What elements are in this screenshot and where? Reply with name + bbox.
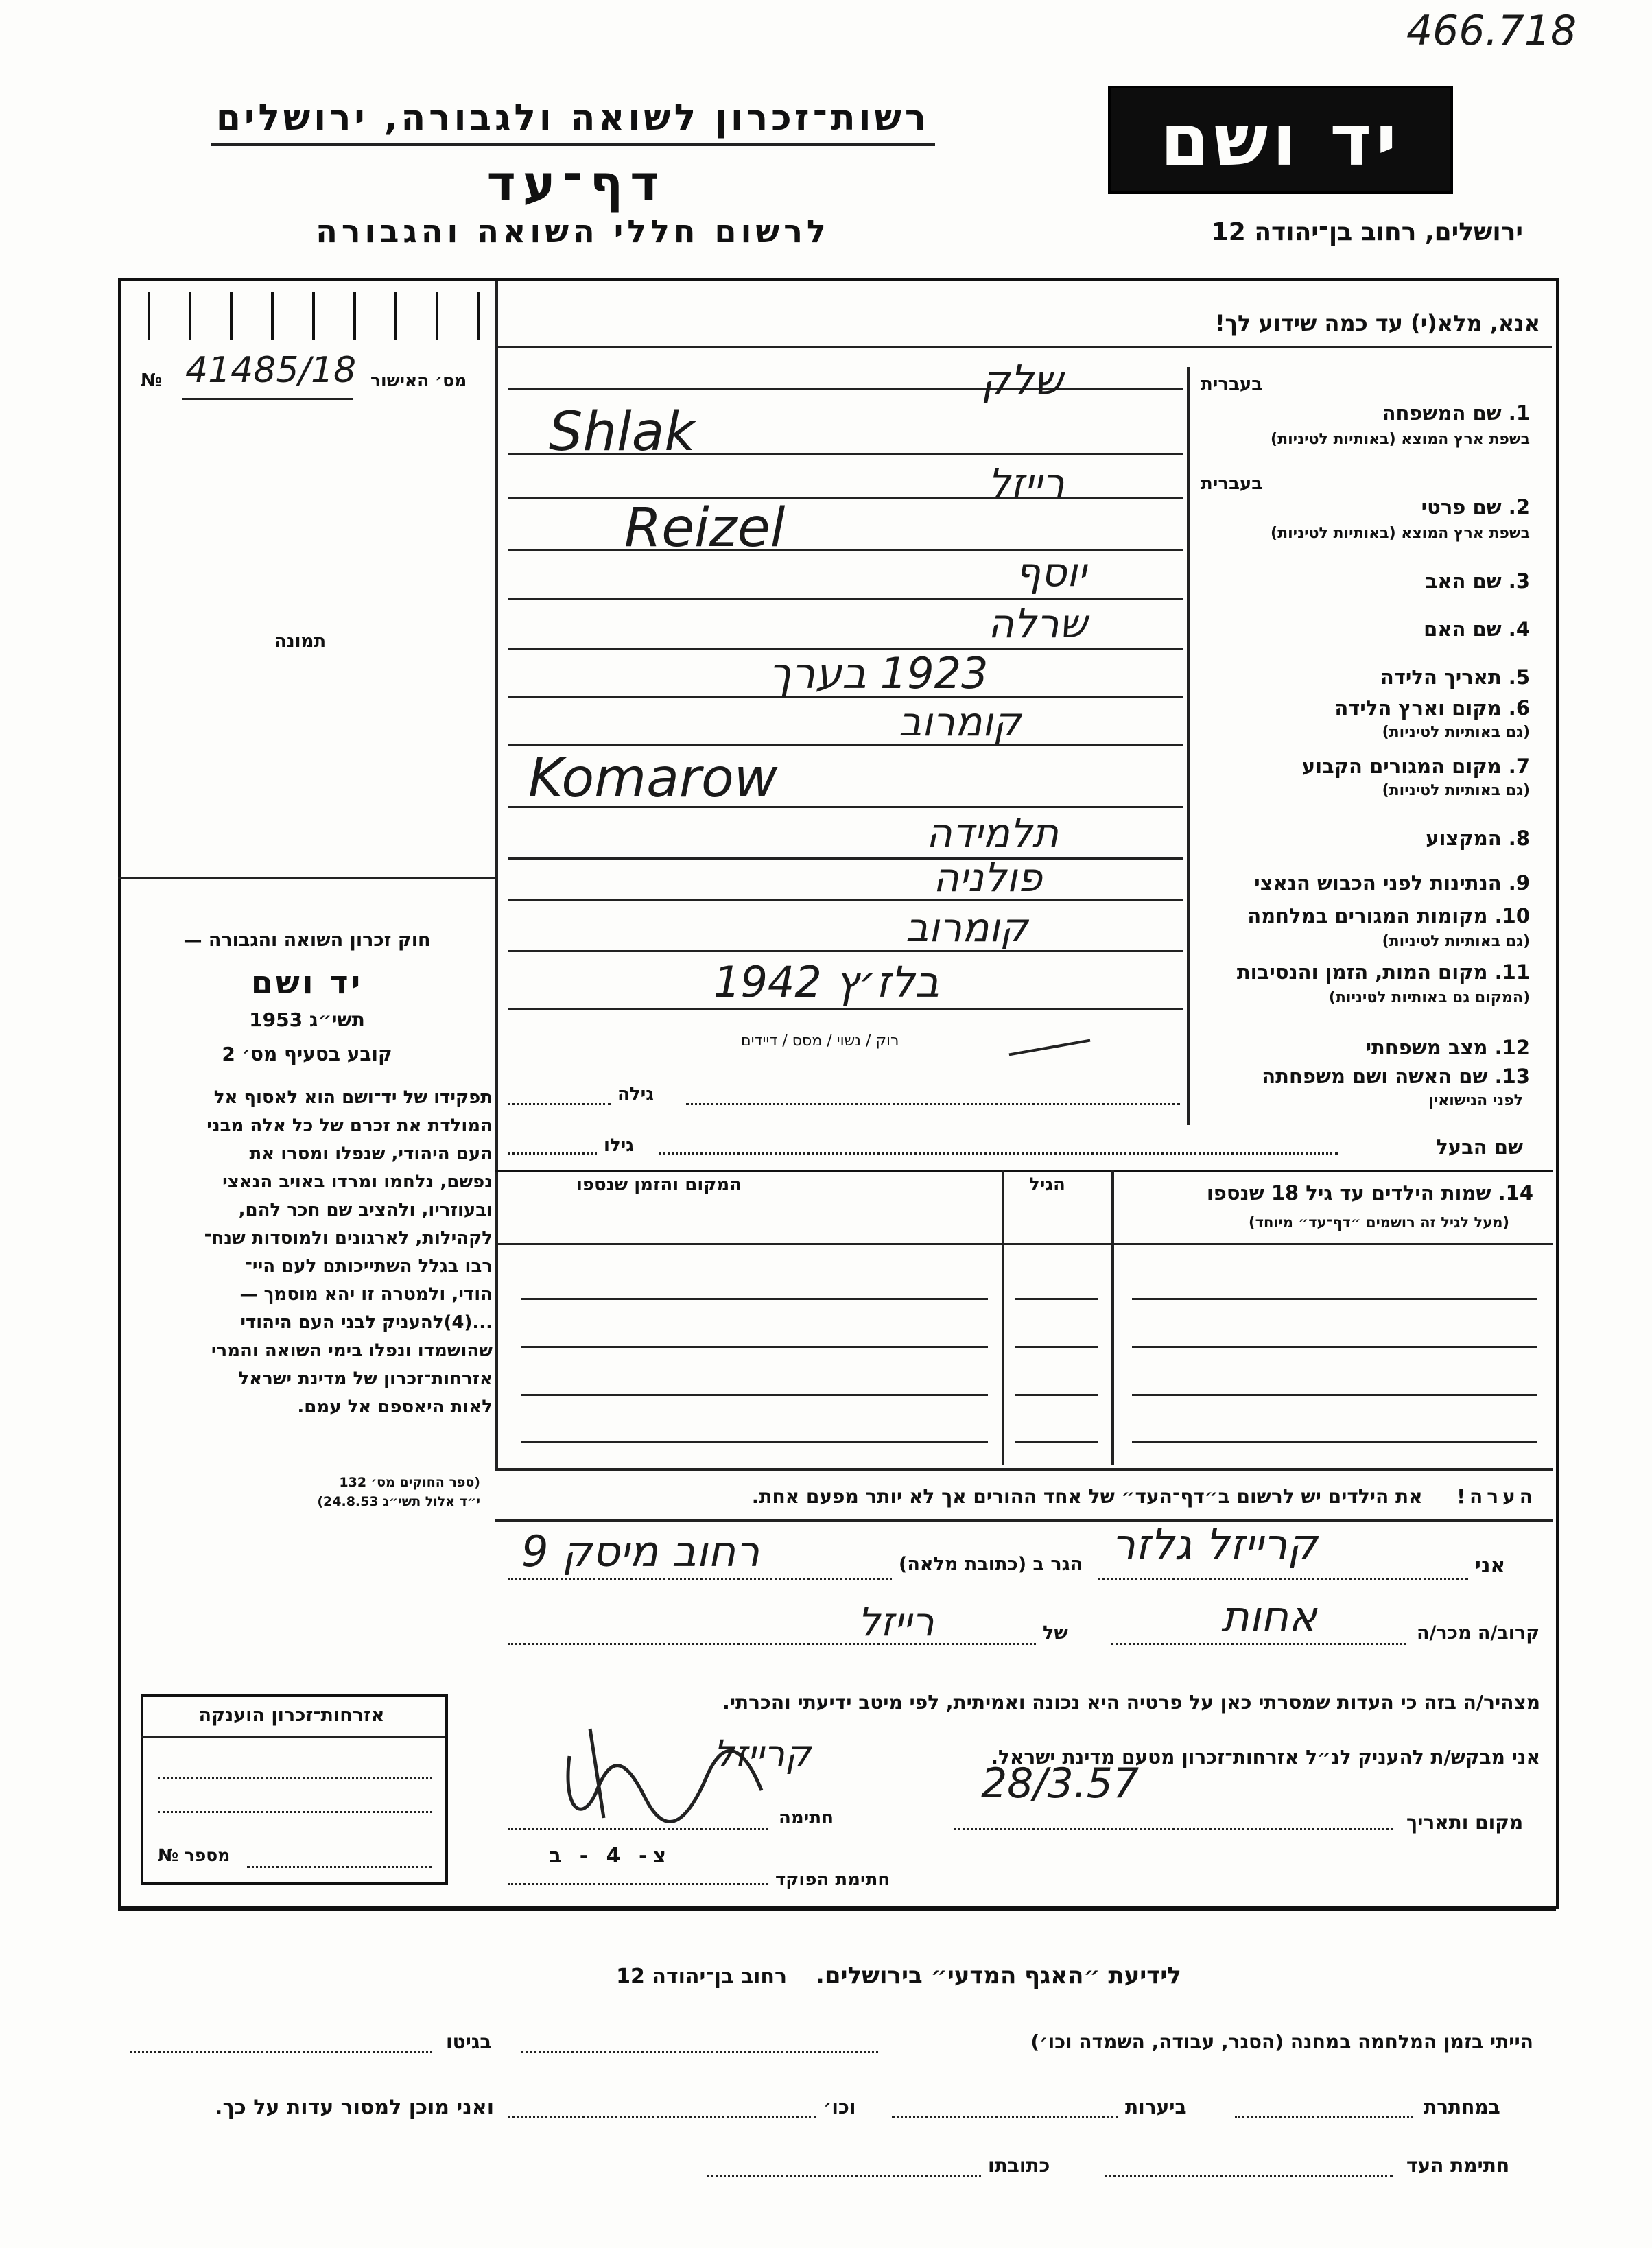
field-1-hebrew-value: שלק	[981, 357, 1063, 405]
official-stamp	[549, 1844, 768, 1880]
wife-age-line	[508, 1103, 611, 1105]
field-10-line	[508, 950, 1183, 952]
archive-number: 466.718	[1406, 7, 1577, 55]
note-text: את הילדים יש לרשום ב״דף־העד״ של אחד ההורים אך לא יותר מפעם אחת.	[751, 1485, 1423, 1508]
husband-age-line	[508, 1152, 597, 1155]
declarant-address: רחוב מיסק 9	[521, 1526, 760, 1576]
wife-age-label: גילה	[617, 1084, 654, 1104]
field-6-line	[508, 744, 1183, 746]
intro-text: אנא, מלא(י) עד כמה שידוע לך!	[1214, 310, 1540, 336]
law-title: חוק זכרון השואה והגבורה —	[183, 930, 431, 951]
law-text-line: העם היהודי, שנפלו ומסרו את	[249, 1144, 493, 1164]
form-title: דף־עד	[486, 154, 666, 212]
law-text-line: ובעוזריו, ולהציב שם חכר להם,	[238, 1200, 493, 1220]
footer-line2-dots-c	[508, 2116, 816, 2118]
field-8-value: תלמידה	[926, 809, 1059, 856]
field-2-latin-value: Reizel	[624, 497, 786, 559]
yad-vashem-logo	[1108, 86, 1453, 194]
footer-line3-dots-a	[1105, 2175, 1393, 2177]
declarant-name: קרייזל גלזר	[1111, 1519, 1318, 1570]
field-2-line-he	[508, 497, 1183, 499]
certificate-title: אזרחות־זכרון הוענקה	[198, 1705, 385, 1726]
children-row-2	[521, 1346, 988, 1348]
field-8-label: 8. המקצוע	[1426, 827, 1530, 850]
footer-address: רחוב בן־יהודה 12	[616, 1965, 788, 1989]
field-12-label: 12. מצב משפחתי	[1365, 1036, 1530, 1059]
field-7-label: 7. מקום המגורים הקבוע	[1301, 755, 1530, 778]
of-label: של	[1043, 1622, 1068, 1644]
law-text-line: אזרחות־זכרון של מדינת ישראל	[238, 1369, 493, 1389]
children-age-col: הגיל	[1029, 1174, 1065, 1195]
field-4-label: 4. שם האם	[1424, 617, 1530, 641]
hebrew-col-2: בעברית	[1201, 473, 1263, 494]
field-3-label: 3. שם האב	[1425, 569, 1530, 593]
field-12-options: רוק / נשוי / מסס / דיידים	[741, 1032, 899, 1050]
children-row-4c	[1132, 1441, 1537, 1443]
field-6-value: קומרוב	[899, 698, 1022, 745]
law-text-line: לאות היאספם אל עמם.	[297, 1397, 493, 1417]
field-7-value: Komarow	[528, 748, 778, 809]
footer-line3-dots-b	[707, 2175, 981, 2177]
logo-text: יד ושם	[1160, 98, 1401, 182]
law-text-line: הודי, ולמטרה זו יהא מוסמך —	[239, 1284, 493, 1305]
field-10-sub: (גם באותיות לטיניות)	[1382, 933, 1530, 950]
husband-label: שם הבעל	[1436, 1135, 1523, 1159]
footer-line1-b: בגיטו	[446, 2031, 492, 2053]
field-9-label: 9. הנתינות לפני הכבוש הנאצי	[1254, 871, 1530, 895]
children-row-1c	[1132, 1298, 1537, 1300]
law-text-line: ...(4)להעניק לבני העם היהודי	[240, 1312, 493, 1333]
law-text	[122, 1084, 493, 1421]
intro-underline	[495, 346, 1552, 348]
of-line	[508, 1643, 1036, 1645]
field-1-latin-value: Shlak	[549, 401, 696, 463]
field-1-sub: בשפת ארץ המוצא (באותיות לטיניות)	[1271, 431, 1530, 448]
place-date: 28/3.57	[981, 1760, 1140, 1808]
children-col-age-divider	[1002, 1170, 1004, 1465]
children-row-1	[521, 1298, 988, 1300]
footer-line2-b: ביערות	[1125, 2096, 1187, 2118]
relation-value: אחות	[1221, 1592, 1317, 1642]
official-line	[508, 1883, 768, 1885]
footer-separator	[118, 1907, 1556, 1911]
children-place-col: המקום והזמן שנספו	[576, 1174, 742, 1195]
law-name: יד ושם	[250, 964, 364, 1001]
note-label: הערה!	[1456, 1485, 1537, 1508]
children-col-name-divider	[1111, 1170, 1114, 1465]
field-11-sub: (המקום גם באותיות לטיניות)	[1328, 989, 1530, 1006]
approval-ticks	[148, 292, 491, 340]
declarant-name-line	[1098, 1578, 1468, 1580]
children-row-4b	[1015, 1441, 1098, 1443]
law-source-1: (ספר החוקים מס׳ 132	[339, 1475, 480, 1490]
field-9-value: פולניה	[933, 854, 1043, 901]
law-year: תשי״ג 1953	[249, 1008, 365, 1031]
declarant-address-line	[508, 1578, 892, 1580]
children-row-4	[521, 1441, 988, 1443]
relative-line	[1111, 1643, 1406, 1645]
children-label: 14. שמות הילדים עד גיל 18 שנספו	[1206, 1181, 1533, 1205]
footer-line2-a: במחתרת	[1424, 2096, 1500, 2118]
institution-underline	[211, 143, 935, 146]
field-7-sub: (גם באותיות לטיניות)	[1382, 782, 1530, 799]
law-text-line: לקהילות, לארגונים ולמוסדות שנח־	[204, 1228, 493, 1249]
husband-age-label: גילו	[604, 1135, 634, 1156]
law-text-line: שהושמדו ונפלו בימי השואה והמרי	[211, 1340, 493, 1361]
field-1-label: 1. שם המשפחה	[1382, 401, 1530, 425]
of-value: רייזל	[858, 1598, 934, 1645]
footer-line1-a: הייתי בזמן המלחמה במחנה (הסגר, עבודה, השמדה וכו׳)	[1030, 2031, 1533, 2053]
certificate-number-line	[247, 1866, 432, 1868]
children-row-1b	[1015, 1298, 1098, 1300]
field-11-label: 11. מקום המות, הזמן והנסיבות	[1236, 960, 1530, 984]
field-4-value: שרלה	[988, 600, 1087, 647]
field-11-line	[508, 1008, 1183, 1010]
field-6-sub: (גם באותיות לטיניות)	[1382, 724, 1530, 741]
footer-heading-text: לידיעת ״האגף המדעי״ בירושלים.	[815, 1962, 1181, 1989]
note-top-line	[495, 1468, 1553, 1471]
note-bottom-line	[495, 1519, 1553, 1522]
note	[508, 1485, 1537, 1508]
official-stamp-text: צ- 4 - ב	[549, 1844, 672, 1868]
certificate-row-1	[158, 1777, 432, 1779]
field-13-sub: לפני הנישואין	[1428, 1092, 1523, 1109]
field-13-label: 13. שם האשה ושם משפחתה	[1262, 1065, 1530, 1088]
signature-line	[508, 1828, 768, 1830]
signature-hebrew-mark: קרייזל	[713, 1732, 812, 1775]
field-2-sub: בשפת ארץ המוצא (באותיות לטיניות)	[1271, 525, 1530, 542]
request-text: אני מבקש/ת להעניק לנ״ל אזרחות־זכרון מטעם מדינת ישראל.	[991, 1746, 1540, 1768]
field-9-line	[508, 899, 1183, 901]
official-label: חתימת הפוקד	[775, 1869, 890, 1890]
declarant-lives-label: הגר ב (כתובת מלאה)	[899, 1554, 1083, 1575]
field-2-label: 2. שם פרטי	[1421, 495, 1530, 519]
footer-line2-dots-b	[892, 2116, 1118, 2118]
children-row-2c	[1132, 1346, 1537, 1348]
footer-line2-c: וכו׳	[823, 2096, 856, 2118]
children-header-line	[495, 1243, 1553, 1245]
footer-line3-a: חתימת העד	[1406, 2154, 1510, 2177]
hebrew-col-1: בעברית	[1201, 374, 1263, 394]
field-5-label: 5. תאריך הלידה	[1380, 665, 1530, 689]
footer-heading	[535, 1962, 1262, 1989]
law-text-line: המולדת את זכרם של כל אלה מבני	[206, 1115, 493, 1136]
address: ירושלים, רחוב בן־יהודה 12	[1211, 218, 1523, 246]
footer-line3-b: כתובתו	[988, 2154, 1050, 2177]
declaration-text: מצהיר/ה בזה כי העדות שמסרתי כאן על פרטיה היא נכונה ואמיתית, לפי מיטב ידיעתי והכרתי.	[722, 1691, 1540, 1714]
children-row-3b	[1015, 1394, 1098, 1396]
approval-number: 41485/18	[185, 350, 357, 391]
law-text-line: תפקידו של יד־ושם הוא לאסוף אל	[213, 1087, 493, 1108]
children-sub: (מעל לגיל זה רושמים ״דף־עד״ מיוחד)	[1249, 1214, 1509, 1231]
children-row-3c	[1132, 1394, 1537, 1396]
photo-label: תמונה	[274, 631, 327, 652]
footer-line2-dots-a	[1235, 2116, 1413, 2118]
children-row-2b	[1015, 1346, 1098, 1348]
husband-name-line	[659, 1152, 1338, 1155]
field-11-value: בלז׳ץ 1942	[713, 957, 940, 1007]
law-top-line	[118, 877, 495, 879]
place-date-line	[954, 1828, 1393, 1830]
approval-label: מס׳ האישור	[370, 370, 467, 390]
certificate-number-label: מספר №	[158, 1845, 231, 1865]
approval-number-sign: №	[141, 370, 163, 391]
law-source-2: י״ד אלול תשי״ג 24.8.53)	[317, 1494, 480, 1509]
law-text-line: נפשם, נלחמו ומרדו באויב הנאצי	[222, 1172, 493, 1192]
declarant-i-label: אני	[1475, 1554, 1506, 1578]
footer-line1-dots-a	[521, 2051, 878, 2053]
footer-line2-d: ואני מוכן למסור עדות על כך.	[215, 2096, 494, 2120]
institution-name: רשות־זכרון לשואה ולגבורה, ירושלים	[215, 97, 930, 139]
field-5-value: 1923 בערך	[768, 648, 989, 698]
wife-name-line	[686, 1103, 1180, 1105]
label-column-divider	[1187, 367, 1190, 1125]
law-clause: קובע בסעיף מס׳ 2	[222, 1043, 392, 1065]
children-row-3	[521, 1394, 988, 1396]
field-6-label: 6. מקום וארץ הלידה	[1334, 696, 1530, 720]
field-2-hebrew-value: רייזל	[988, 460, 1065, 506]
form-subtitle: לרשום חללי השואה והגבורה	[316, 213, 830, 250]
place-date-label: מקום ותאריך	[1406, 1811, 1524, 1834]
signature-label: חתימה	[779, 1808, 834, 1828]
certificate-row-2	[158, 1811, 432, 1813]
field-3-value: יוסף	[1015, 549, 1087, 595]
law-text-line: רבו בגלל השתייכותם לעם היי־	[245, 1256, 493, 1277]
field-10-value: קומרוב	[906, 904, 1028, 951]
relative-label: קרוב/ה מכר/ה	[1417, 1622, 1540, 1644]
approval-underline	[182, 398, 353, 400]
footer-line1-dots-b	[130, 2051, 432, 2053]
field-10-label: 10. מקומות המגורים במלחמה	[1247, 904, 1530, 927]
certificate-title-line	[141, 1736, 445, 1738]
field-1-line-he	[508, 388, 1183, 390]
field-8-line	[508, 857, 1183, 860]
